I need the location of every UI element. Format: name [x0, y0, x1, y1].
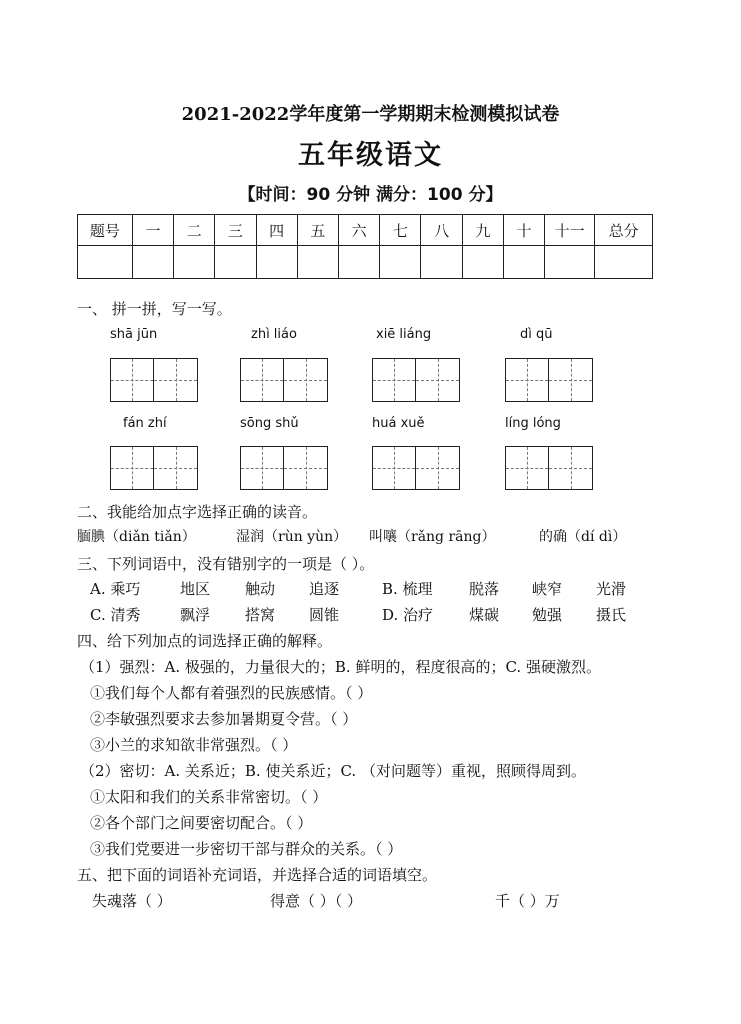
score-input-cell[interactable] [339, 246, 380, 279]
score-input-cell[interactable] [380, 246, 421, 279]
q2-item: ③我们党要进一步密切干部与群众的关系。（ ） [90, 840, 403, 858]
section2-heading: 二、我能给加点字选择正确的读音。 [77, 503, 318, 521]
word: 追逐 [309, 580, 340, 598]
writing-grid[interactable] [240, 358, 328, 402]
score-header-cell: 五 [297, 215, 338, 246]
q1-definition: （1）强烈：A. 极强的，力量很大的；B. 鲜明的，程度很高的；C. 强硬激烈。 [80, 658, 601, 676]
score-table-input-row [78, 246, 653, 279]
score-input-cell[interactable] [503, 246, 544, 279]
exam-title: 2021-2022学年度第一学期期末检测模拟试卷 [181, 104, 560, 125]
q2-definition: （2）密切：A. 关系近；B. 使关系近；C. （对问题等）重视，照顾得周到。 [80, 762, 586, 780]
pinyin-label: huá xuě [372, 416, 425, 431]
word: 峡窄 [532, 580, 563, 598]
score-header-cell: 八 [421, 215, 462, 246]
writing-grid[interactable] [110, 358, 198, 402]
pinyin-label: shā jūn [110, 327, 158, 342]
writing-grid[interactable] [505, 446, 593, 490]
word: 搭窝 [245, 606, 276, 624]
word: 圆锥 [309, 606, 340, 624]
score-header-cell: 四 [256, 215, 297, 246]
pinyin-label: sōng shǔ [240, 416, 299, 431]
score-input-cell[interactable] [595, 246, 653, 279]
word: 摄氏 [596, 606, 627, 624]
word: 地区 [180, 580, 211, 598]
section2-item: 叫嚷（rǎng rāng） [369, 529, 496, 545]
score-table-header-row [78, 215, 653, 246]
pinyin-label: fán zhí [123, 416, 167, 431]
q1-item: ①我们每个人都有着强烈的民族感情。（ ） [90, 684, 373, 702]
option-c: C. 清秀 [90, 606, 141, 624]
score-input-cell[interactable] [215, 246, 256, 279]
score-table [77, 214, 653, 279]
idiom-blank: 千（ ）万 [495, 892, 560, 910]
q2-item: ②各个部门之间要密切配合。（ ） [90, 814, 313, 832]
option-b: B. 梳理 [382, 580, 433, 598]
score-input-cell[interactable] [462, 246, 503, 279]
score-input-cell[interactable] [545, 246, 595, 279]
score-header-cell: 十 [503, 215, 544, 246]
score-header-cell: 总分 [595, 215, 653, 246]
writing-grid[interactable] [110, 446, 198, 490]
idiom-blank: 得意（ ）（ ） [270, 892, 363, 910]
pinyin-label: dì qū [520, 327, 553, 342]
score-header-cell: 六 [339, 215, 380, 246]
score-header-cell: 十一 [545, 215, 595, 246]
option-a: A. 乘巧 [90, 580, 141, 598]
exam-meta: 【时间：90 分钟 满分：100 分】 [238, 185, 503, 205]
section1-heading: 一、 拼一拼，写一写。 [77, 300, 232, 318]
pinyin-label: zhì liáo [251, 327, 297, 342]
writing-grid[interactable] [372, 446, 460, 490]
section5-heading: 五、把下面的词语补充词语，并选择合适的词语填空。 [77, 866, 438, 884]
writing-grid[interactable] [372, 358, 460, 402]
option-d: D. 治疗 [382, 606, 434, 624]
score-input-cell[interactable] [421, 246, 462, 279]
idiom-blank: 失魂落（ ） [92, 892, 172, 910]
word: 触动 [245, 580, 276, 598]
writing-grid[interactable] [505, 358, 593, 402]
score-header-cell: 七 [380, 215, 421, 246]
score-header-cell: 三 [215, 215, 256, 246]
score-input-cell[interactable] [174, 246, 215, 279]
score-input-cell[interactable] [297, 246, 338, 279]
writing-grid[interactable] [240, 446, 328, 490]
word: 飘浮 [180, 606, 211, 624]
section2-item: 的确（dí dì） [539, 529, 627, 545]
score-header-cell: 题号 [78, 215, 133, 246]
word: 光滑 [596, 580, 627, 598]
q1-item: ②李敏强烈要求去参加暑期夏令营。（ ） [90, 710, 358, 728]
section2-item: 湿润（rùn yùn） [236, 529, 348, 545]
section3-heading: 三、下列词语中，没有错别字的一项是（ ）。 [77, 555, 375, 573]
score-input-cell[interactable] [256, 246, 297, 279]
word: 勉强 [532, 606, 563, 624]
pinyin-label: xiē liáng [376, 327, 432, 342]
subject-title: 五年级语文 [298, 140, 443, 171]
pinyin-label: líng lóng [505, 416, 561, 431]
score-header-cell: 二 [174, 215, 215, 246]
score-header-cell: 一 [132, 215, 173, 246]
score-input-cell[interactable] [78, 246, 133, 279]
word: 脱落 [469, 580, 500, 598]
score-header-cell: 九 [462, 215, 503, 246]
q1-item: ③小兰的求知欲非常强烈。（ ） [90, 736, 298, 754]
section2-item: 腼腆（diǎn tiǎn） [77, 529, 196, 545]
section4-heading: 四、给下列加点的词选择正确的解释。 [77, 632, 333, 650]
q2-item: ①太阳和我们的关系非常密切。（ ） [90, 788, 328, 806]
word: 煤碳 [469, 606, 500, 624]
score-input-cell[interactable] [132, 246, 173, 279]
